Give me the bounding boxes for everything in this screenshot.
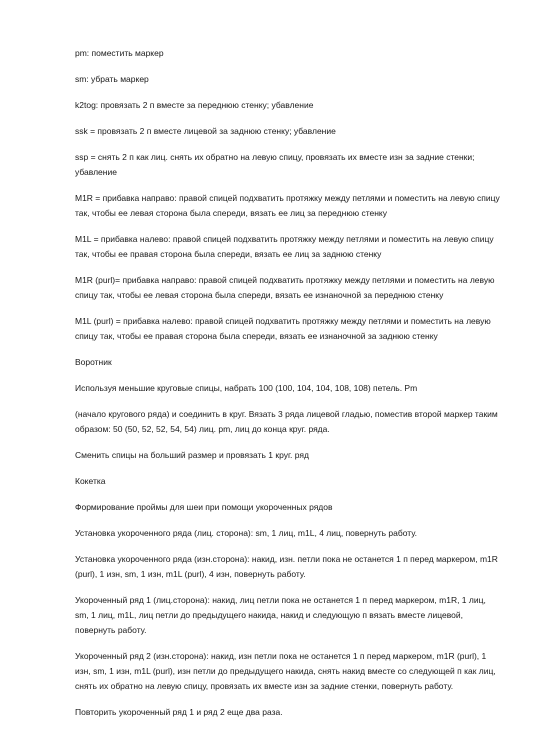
abbrev-ssk: ssk = провязать 2 п вместе лицевой за заднюю стенку; убавление	[75, 126, 336, 136]
yoke-short-rows-intro: Формирование проймы для шеи при помощи укороченных рядов	[75, 502, 333, 512]
short-row-2: Укороченный ряд 2 (изн.сторона): накид, изн петли пока не останется 1 п перед маркером, m1R (purl), 1 изн, sm, 1 изн, m1L (purl), изн петли до предыдущего накида, снять накид вместе со следующей п как лиц, снять их обратно на левую спицу, провязать их вместе изн за задние стенки, повернуть работу.	[75, 651, 496, 691]
abbrev-m1l: M1L = прибавка налево: правой спицей подхватить протяжку между петлями и поместить на левую спицу так, чтобы ее правая сторона была спереди, вязать ее лиц за заднюю стенку	[75, 234, 494, 259]
document-body	[75, 46, 500, 731]
section-heading-collar: Воротник	[75, 357, 112, 367]
abbrev-m1r-purl: M1R (purl)= прибавка направо: правой спицей подхватить протяжку между петлями и поместить на левую спицу так, чтобы ее левая сторона была спереди, вязать ее изнаночной за переднюю стенку	[75, 275, 495, 300]
abbrev-m1l-purl: M1L (purl) = прибавка налево: правой спицей подхватить протяжку между петлями и поместить на левую спицу так, чтобы ее правая сторона была спереди, вязать ее изнаночной за заднюю стенку	[75, 316, 491, 341]
section-heading-yoke: Кокетка	[75, 476, 106, 486]
abbrev-pm: pm: поместить маркер	[75, 48, 164, 58]
abbrev-k2tog: k2tog: провязать 2 п вместе за переднюю стенку; убавление	[75, 100, 314, 110]
short-row-1: Укороченный ряд 1 (лиц.сторона): накид, лиц петли пока не останется 1 п перед маркером, m1R, 1 лиц, sm, 1 лиц, m1L, лиц петли до предыдущего накида, накид и следующую п вязать вместе лицевой, повернуть работу.	[75, 595, 486, 635]
collar-cast-on: Используя меньшие круговые спицы, набрать 100 (100, 104, 104, 108, 108) петель. Pm	[75, 383, 418, 393]
collar-change-needles: Сменить спицы на больший размер и провязать 1 круг. ряд	[75, 450, 309, 460]
short-row-setup-ws: Установка укороченного ряда (изн.сторона): накид, изн. петли пока не останется 1 п перед маркером, m1R (purl), 1 изн, sm, 1 изн, m1L (purl), 4 изн, повернуть работу.	[75, 554, 498, 579]
abbrev-m1r: M1R = прибавка направо: правой спицей подхватить протяжку между петлями и поместить на левую спицу так, чтобы ее левая сторона была спереди, вязать ее лиц за переднюю стенку	[75, 193, 500, 218]
short-row-setup-rs: Установка укороченного ряда (лиц. сторона): sm, 1 лиц, m1L, 4 лиц, повернуть работу.	[75, 528, 418, 538]
short-row-repeat: Повторить укороченный ряд 1 и ряд 2 еще два раза.	[75, 707, 283, 717]
abbrev-sm: sm: убрать маркер	[75, 74, 149, 84]
abbrev-ssp: ssp = снять 2 п как лиц. снять их обратно на левую спицу, провязать их вместе изн за задние стенки; убавление	[75, 152, 475, 177]
collar-join: (начало кругового ряда) и соединить в круг. Вязать 3 ряда лицевой гладью, поместив второй маркер таким образом: 50 (50, 52, 52, 54, 54) лиц. pm, лиц до конца круг. ряда.	[75, 409, 498, 434]
